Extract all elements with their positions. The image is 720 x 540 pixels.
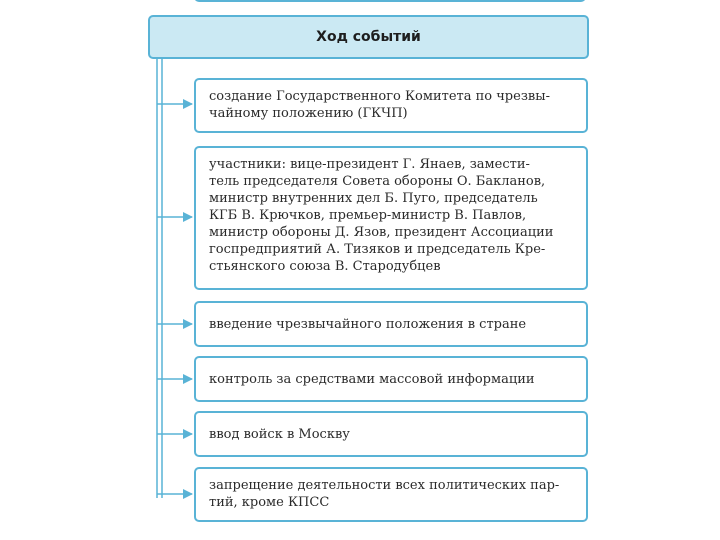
event-box-gkchp [194,78,588,133]
event-box-emergency [194,301,588,347]
header-title: Ход событий [316,29,421,45]
event-box-party-ban [194,467,588,522]
event-text: участники: вице-президент Г. Янаев, замести- тель председателя Совета обороны О. Бакланов, министр внутренних дел Б. Пуго, председатель КГБ В. Крючков, премьер-министр В. Павлов, министр обороны Д. Язов, президент Ассоциации госпредприятий А. Тизяков и председатель Кре- стьянского союза В. Стародубцев [209,157,554,274]
event-box-participants [194,146,588,290]
event-box-troops [194,411,588,457]
event-text: ввод войск в Москву [209,427,350,442]
event-text: создание Государственного Комитета по чрезвы- чайному положению (ГКЧП) [209,89,550,121]
event-box-media-control [194,356,588,402]
event-text: контроль за средствами массовой информации [209,372,535,387]
event-text: запрещение деятельности всех политических пар- тий, кроме КПСС [209,478,560,510]
event-text: введение чрезвычайного положения в стране [209,317,527,332]
